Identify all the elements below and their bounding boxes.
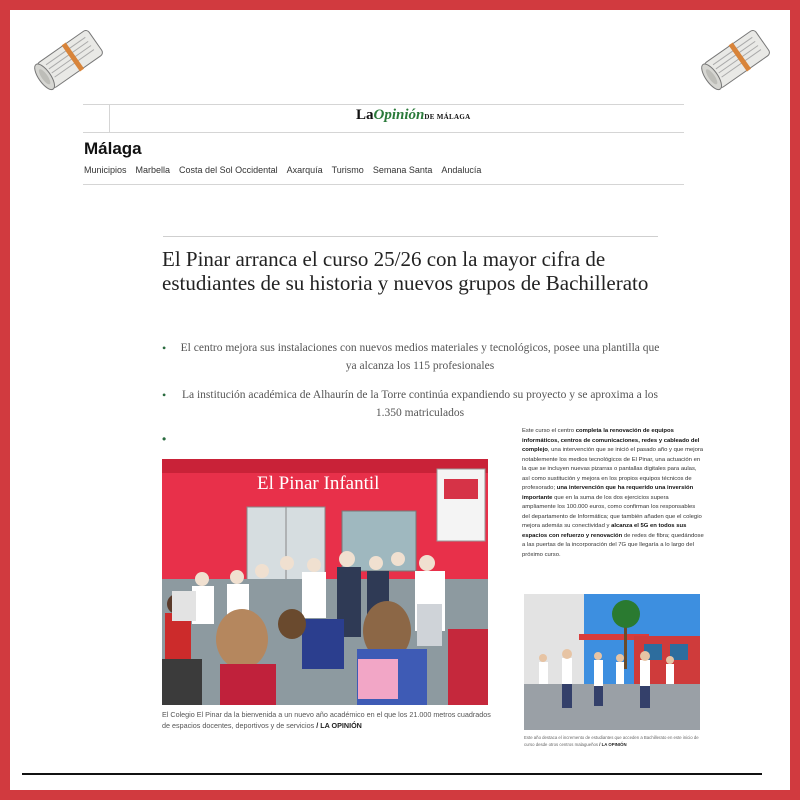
article-body-paragraph: Este curso el centro completa la renovación de equipos informáticos, centros de comunicaciones, redes y cableado del complejo, una intervención que se inició el pasado año y que mejora notablemente los medios tecnológicos de El Pinar, una actuación en la que se incluyen nuevas pizarras o pantallas digitales para aulas, así como sustitución y mejora en los propios equipos técnicos de profesorado; una intervención que ha requerido una inversión importante que en la suma de los dos ejercicios supera ampliamente los 100.000 euros, como confirman los responsables del departamento de Informática; que también añaden que el colegio mejora además su conectividad y alcanza el 5G en todos sus espacios con refuerzo y renovación de redes de fibra; quedándose a las puertas de la incorporación del 7G que llegaría a lo largo del próximo curso. bbox=[522, 428, 704, 558]
article-main-photo[interactable] bbox=[162, 459, 488, 705]
article-secondary-photo[interactable] bbox=[524, 594, 700, 730]
nav-item-municipios[interactable]: Municipios bbox=[84, 165, 127, 175]
bullet-dot-icon: • bbox=[162, 388, 167, 402]
bottom-divider bbox=[22, 773, 762, 775]
section-nav bbox=[84, 165, 481, 175]
caption-credit: / LA OPINIÓN bbox=[316, 721, 362, 730]
section-title[interactable]: Málaga bbox=[84, 139, 142, 158]
bullet-dot-icon: • bbox=[162, 432, 167, 446]
headline-divider bbox=[163, 236, 658, 237]
bullet-dot-icon: • bbox=[162, 341, 167, 355]
newspaper-roll-icon bbox=[692, 14, 782, 104]
nav-item-semana-santa[interactable]: Semana Santa bbox=[372, 165, 433, 175]
newspaper-roll-icon bbox=[25, 14, 115, 104]
photo-sign-text: El Pinar Infantil bbox=[257, 473, 380, 494]
subheadline-bullet: • El centro mejora sus instalaciones con nuevos medios materiales y tecnológicos, posee una plantilla que ya alcanza los 115 profesionales bbox=[162, 341, 660, 372]
caption-credit: / LA OPINIÓN bbox=[599, 741, 627, 747]
nav-divider bbox=[83, 184, 684, 185]
nav-item-costa-del-sol[interactable]: Costa del Sol Occidental bbox=[179, 165, 278, 175]
article-headline: El Pinar arranca el curso 25/26 con la mayor cifra de estudiantes de su historia y nuevos grupos de Bachillerato bbox=[162, 247, 649, 295]
nav-item-marbella[interactable]: Marbella bbox=[135, 165, 171, 175]
nav-item-axarquia[interactable]: Axarquía bbox=[286, 165, 323, 175]
main-photo-caption: El Colegio El Pinar da la bienvenida a un nuevo año académico en el que los 21.000 metros cuadrados de espacios docentes, deportivos y de servicios / LA OPINIÓN bbox=[162, 710, 491, 730]
secondary-photo-caption: Este año destaca el incremento de estudiantes que acceden a Bachillerato en este inicio de curso desde otros centros malagueños / LA OPINIÓN bbox=[524, 735, 699, 747]
subheadline-bullet: • La institución académica de Alhaurín de la Torre continúa expandiendo su proyecto y se aproxima a los 1.350 matriculados bbox=[162, 388, 659, 419]
nav-item-turismo[interactable]: Turismo bbox=[331, 165, 364, 175]
site-logo[interactable]: LaOpiniónDE MÁLAGA bbox=[356, 107, 471, 123]
nav-item-andalucia[interactable]: Andalucía bbox=[441, 165, 482, 175]
